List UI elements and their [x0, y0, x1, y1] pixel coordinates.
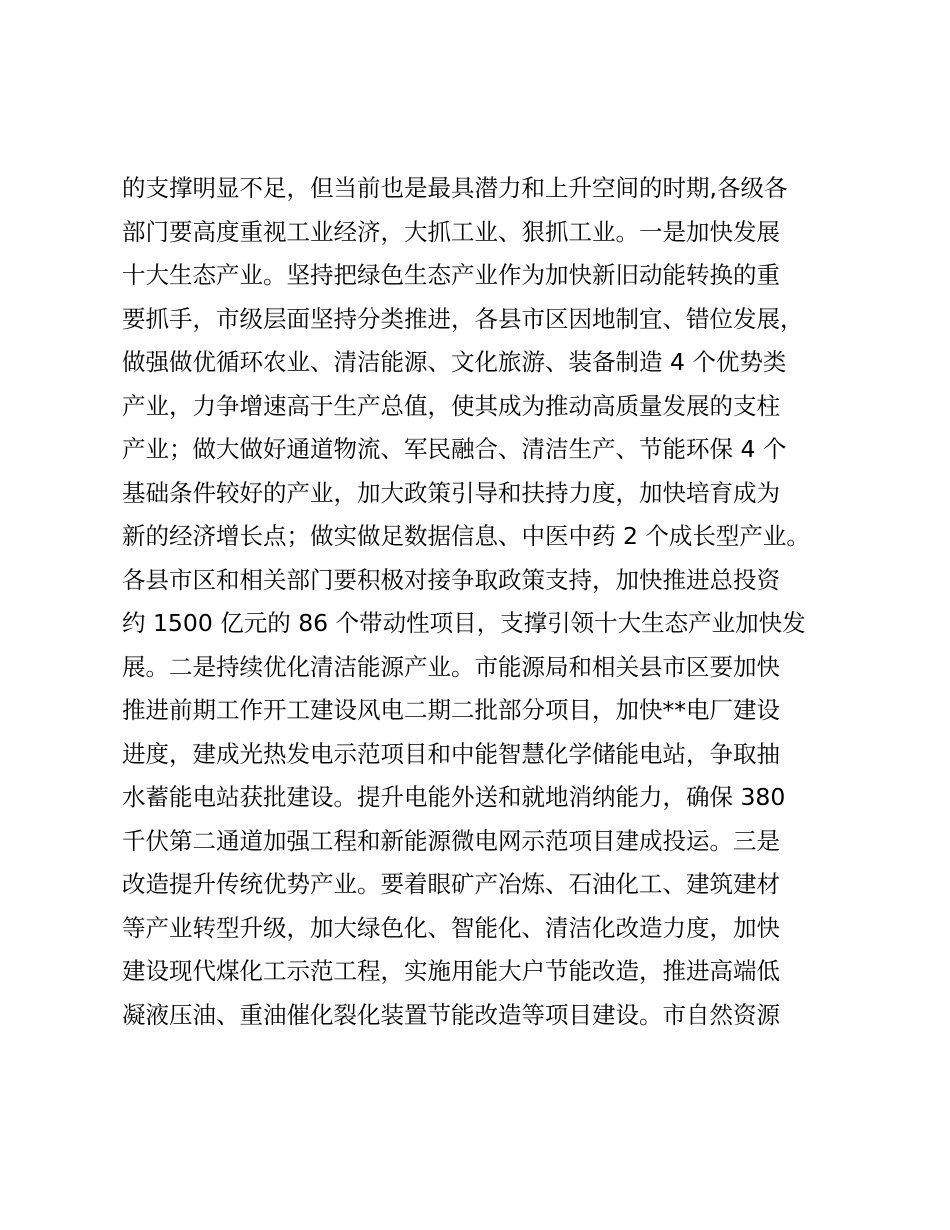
text-line: 十大生态产业。坚持把绿色生态产业作为加快新旧动能转换的重	[122, 261, 780, 289]
text-line: 水蓄能电站获批建设。提升电能外送和就地消纳能力，确保 380	[122, 783, 786, 811]
text-line: 展。二是持续优化清洁能源产业。市能源局和相关县市区要加快	[122, 652, 780, 681]
body-text	[122, 167, 842, 1037]
text-line: 做强做优循环农业、清洁能源、文化旅游、装备制造 4 个优势类	[122, 348, 787, 376]
text-line: 千伏第二通道加强工程和新能源微电网示范项目建成投运。三是	[122, 826, 780, 855]
text-line: 产业，力争增速高于生产总值，使其成为推动高质量发展的支柱	[122, 391, 780, 420]
text-line: 进度，建成光热发电示范项目和中能智慧化学储能电站，争取抽	[122, 739, 780, 768]
text-line: 约 1500 亿元的 86 个带动性项目，支撑引领十大生态产业加快发	[122, 609, 806, 637]
text-line: 产业；做大做好通道物流、军民融合、清洁生产、节能环保 4 个	[122, 435, 787, 463]
text-line: 凝液压油、重油催化裂化装置节能改造等项目建设。市自然资源	[122, 1000, 780, 1029]
text-line: 基础条件较好的产业，加大政策引导和扶持力度，加快培育成为	[122, 478, 780, 507]
text-line: 的支撑明显不足，但当前也是最具潜力和上升空间的时期,各级各	[122, 174, 788, 202]
text-line: 部门要高度重视工业经济，大抓工业、狠抓工业。一是加快发展	[122, 217, 780, 246]
text-line: 推进前期工作开工建设风电二期二批部分项目，加快**电厂建设	[122, 696, 780, 724]
text-line: 等产业转型升级，加大绿色化、智能化、清洁化改造力度，加快	[122, 913, 780, 942]
text-line: 新的经济增长点；做实做足数据信息、中医中药 2 个成长型产业。	[122, 522, 810, 550]
text-line: 要抓手，市级层面坚持分类推进，各县市区因地制宜、错位发展，	[122, 304, 804, 333]
text-line: 改造提升传统优势产业。要着眼矿产冶炼、石油化工、建筑建材	[122, 870, 780, 898]
text-line: 建设现代煤化工示范工程，实施用能大户节能改造，推进高端低	[122, 957, 780, 985]
text-line: 各县市区和相关部门要积极对接争取政策支持，加快推进总投资	[122, 565, 780, 594]
